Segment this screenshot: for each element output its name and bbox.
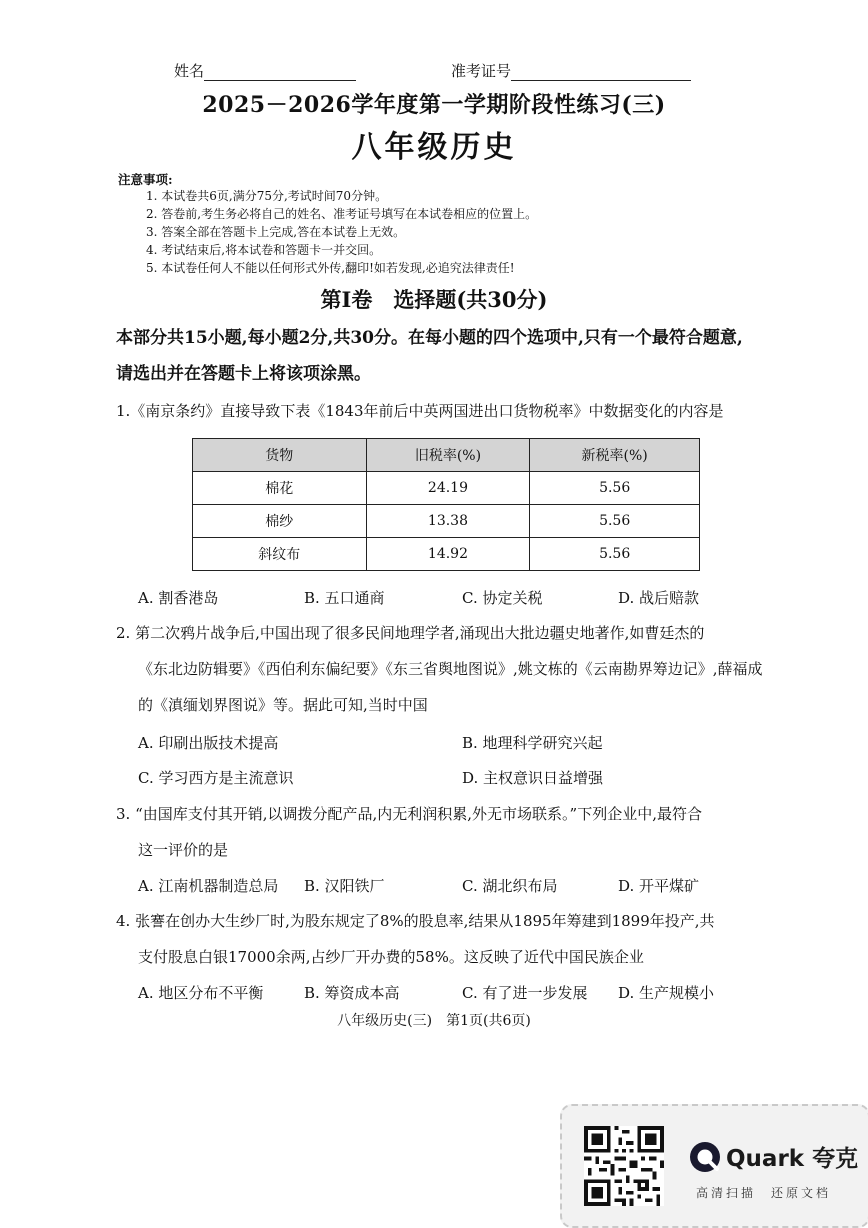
name-blank[interactable] <box>204 64 356 81</box>
table-header-cell: 新税率(%) <box>530 439 700 472</box>
quark-tagline: 高清扫描 还原文档 <box>696 1186 832 1200</box>
q3-option-d[interactable]: D. 开平煤矿 <box>618 877 700 895</box>
question-2-stem-line-2: 《东北边防辑要》《西伯利东偏纪要》《东三省舆地图说》,姚文栋的《云南勘界筹边记》,薛福成 <box>138 660 763 678</box>
table-cell: 24.19 <box>366 472 530 505</box>
quark-watermark[interactable] <box>560 1104 868 1228</box>
name-field[interactable] <box>174 60 356 81</box>
notice-list <box>146 187 537 277</box>
qr-code-icon[interactable] <box>584 1126 664 1206</box>
exam-id-label: 准考证号 <box>451 62 512 80</box>
exam-id-blank[interactable] <box>511 64 691 81</box>
table-cell: 斜纹布 <box>193 538 367 571</box>
q1-option-b[interactable]: B. 五口通商 <box>304 589 385 607</box>
section-title: 第Ⅰ卷 选择题(共30分) <box>320 287 548 312</box>
exam-title: 2025－2026学年度第一学期阶段性练习(三) <box>202 92 666 118</box>
table-row <box>193 538 700 571</box>
question-4-stem-line-2: 支付股息白银17000余两,占纱厂开办费的58%。这反映了近代中国民族企业 <box>138 948 644 966</box>
q1-option-a[interactable]: A. 割香港岛 <box>138 589 219 607</box>
q4-option-d[interactable]: D. 生产规模小 <box>618 984 715 1002</box>
table-cell: 5.56 <box>530 505 700 538</box>
q3-option-b[interactable]: B. 汉阳铁厂 <box>304 877 385 895</box>
table-cell: 5.56 <box>530 538 700 571</box>
question-4-stem-line-1: 4. 张謇在创办大生纱厂时,为股东规定了8%的股息率,结果从1895年筹建到1899年投产,共 <box>116 912 715 930</box>
question-1-stem: 1.《南京条约》直接导致下表《1843年前后中英两国进出口货物税率》中数据变化的内容是 <box>116 402 724 420</box>
exam-id-field[interactable] <box>451 60 691 81</box>
table-cell: 棉花 <box>193 472 367 505</box>
notice-heading: 注意事项: <box>118 172 173 187</box>
table-header-cell: 旧税率(%) <box>366 439 530 472</box>
subject-title: 八年级历史 <box>351 130 517 165</box>
table-row <box>193 505 700 538</box>
name-label: 姓名 <box>174 62 205 80</box>
q2-option-b[interactable]: B. 地理科学研究兴起 <box>462 734 603 752</box>
q2-option-a[interactable]: A. 印刷出版技术提高 <box>138 734 279 752</box>
page-footer: 八年级历史(三) 第1页(共6页) <box>337 1013 531 1029</box>
section-intro: 本部分共15小题,每小题2分,共30分。在每小题的四个选项中,只有一个最符合题意,请选出并在答题卡上将该项涂黑。 <box>116 328 743 384</box>
q4-option-b[interactable]: B. 筹资成本高 <box>304 984 400 1002</box>
table-row <box>193 472 700 505</box>
q4-option-c[interactable]: C. 有了进一步发展 <box>462 984 588 1002</box>
q1-option-d[interactable]: D. 战后赔款 <box>618 589 700 607</box>
q1-option-c[interactable]: C. 协定关税 <box>462 589 543 607</box>
question-2-stem-line-1: 2. 第二次鸦片战争后,中国出现了很多民间地理学者,涌现出大批边疆史地著作,如曹廷杰的 <box>116 624 705 642</box>
tax-rate-table <box>192 438 700 571</box>
table-header-cell: 货物 <box>193 439 367 472</box>
quark-brand: Quark 夸克 <box>726 1146 859 1172</box>
q3-option-c[interactable]: C. 湖北织布局 <box>462 877 558 895</box>
notice-item: 1. 本试卷共6页,满分75分,考试时间70分钟。 <box>146 189 388 203</box>
question-3-stem-line-1: 3. “由国库支付其开销,以调拨分配产品,内无利润积累,外无市场联系。”下列企业中,最符合 <box>116 805 702 823</box>
table-cell: 棉纱 <box>193 505 367 538</box>
q3-option-a[interactable]: A. 江南机器制造总局 <box>138 877 279 895</box>
q2-option-d[interactable]: D. 主权意识日益增强 <box>462 769 604 787</box>
q2-option-c[interactable]: C. 学习西方是主流意识 <box>138 769 294 787</box>
quark-logo-icon <box>688 1140 722 1174</box>
notice-item: 3. 答案全部在答题卡上完成,答在本试卷上无效。 <box>146 225 406 239</box>
question-2-stem-line-3: 的《滇缅划界图说》等。据此可知,当时中国 <box>138 696 428 714</box>
table-cell: 5.56 <box>530 472 700 505</box>
question-3-stem-line-2: 这一评价的是 <box>138 841 229 859</box>
table-cell: 14.92 <box>366 538 530 571</box>
q4-option-a[interactable]: A. 地区分布不平衡 <box>138 984 264 1002</box>
table-cell: 13.38 <box>366 505 530 538</box>
table-header-row <box>193 439 700 472</box>
notice-item: 4. 考试结束后,将本试卷和答题卡一并交回。 <box>146 243 382 257</box>
notice-item: 5. 本试卷任何人不能以任何形式外传,翻印!如若发现,必追究法律责任! <box>146 261 515 275</box>
candidate-info-bar <box>0 60 868 84</box>
notice-item: 2. 答卷前,考生务必将自己的姓名、准考证号填写在本试卷相应的位置上。 <box>146 207 538 221</box>
